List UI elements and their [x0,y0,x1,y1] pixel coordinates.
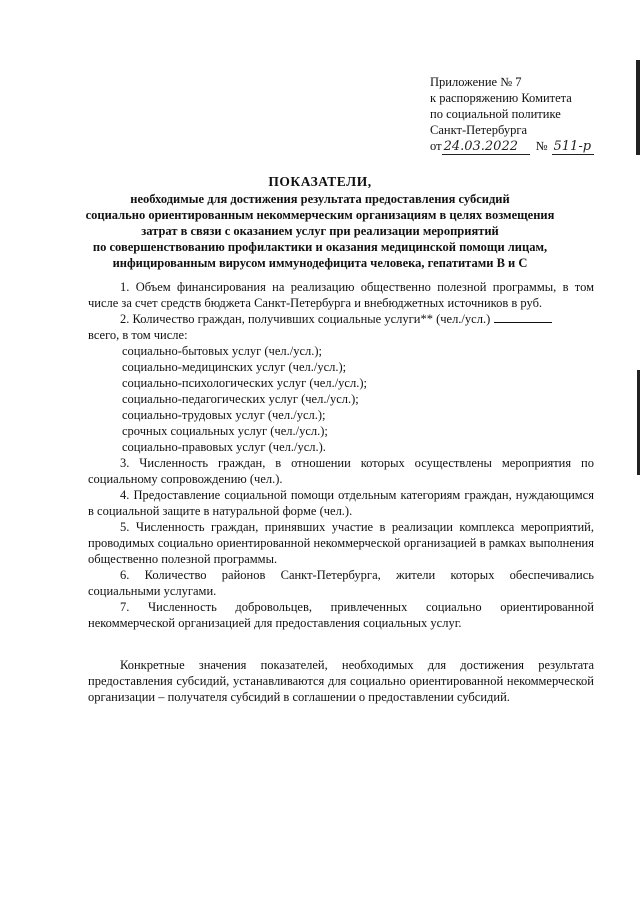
from-prefix: от [430,139,442,153]
appendix-line: к распоряжению Комитета [430,91,572,105]
paragraph-gap [88,631,594,657]
subtitle-line: инфицированным вирусом иммунодефицита человека, гепатитами В и С [112,256,528,270]
service-list-item: социально-медицинских услуг (чел./усл.); [122,360,347,374]
indicator-item-5: 5. Численность граждан, принявших участие в реализации комплекса мероприятий, проводимых социально ориентированной некоммерческой организацией в рамках выполнения общественно полезной программы. [88,520,594,566]
service-list-item: социально-правовых услуг (чел./усл.). [122,440,326,454]
indicator-item-2 [88,311,594,327]
service-list-item: срочных социальных услуг (чел./усл.); [122,424,328,438]
appendix-line: Санкт-Петербурга [430,123,528,137]
document-title: ПОКАЗАТЕЛИ, [268,174,372,189]
item-2-tail: всего, в том числе: [88,328,188,342]
handwritten-date: 24.03.2022 [442,140,530,155]
subtitle-line: по совершенствованию профилактики и оказания медицинской помощи лицам, [92,240,548,254]
appendix-date-line [430,138,630,155]
number-prefix: № [535,139,548,153]
service-list-item: социально-психологических услуг (чел./усл.); [122,376,367,390]
indicator-item-4: 4. Предоставление социальной помощи отдельным категориям граждан, нуждающимся в социальной защите в натуральной форме (чел.). [88,488,594,518]
service-list-item: социально-трудовых услуг (чел./усл.); [122,408,326,422]
appendix-line: Приложение № 7 [430,75,522,89]
document-body [88,279,594,705]
appendix-line: по социальной политике [430,107,561,121]
handwritten-number: 511-р [552,140,594,155]
fill-in-line [494,312,552,323]
document-subtitle [60,191,580,271]
subtitle-line: социально ориентированным некоммерческим организациям в целях возмещения [85,208,555,222]
subtitle-line: затрат в связи с оказанием услуг при реализации мероприятий [141,224,499,238]
appendix-header [430,74,630,155]
service-list-item: социально-педагогических услуг (чел./усл.); [122,392,359,406]
indicator-item-7: 7. Численность добровольцев, привлеченных социально ориентированной некоммерческой организацией для предоставления социальных услуг. [88,600,594,630]
subtitle-line: необходимые для достижения результата предоставления субсидий [130,192,510,206]
indicator-item-6: 6. Количество районов Санкт-Петербурга, жители которых обеспечивались социальными услугами. [88,568,594,598]
indicator-item-3: 3. Численность граждан, в отношении которых осуществлены мероприятия по социальному сопровождению (чел.). [88,456,594,486]
closing-paragraph: Конкретные значения показателей, необходимых для достижения результата предоставления субсидий, устанавливаются для социально ориентированной некоммерческой организации – получателя субсидий в соглашении о предоставлении субсидий. [88,658,594,704]
item-2-text: 2. Количество граждан, получивших социальные услуги** (чел./усл.) [120,312,491,326]
service-list-item: социально-бытовых услуг (чел./усл.); [122,344,323,358]
scan-edge-mark [636,60,640,155]
indicator-item-1: 1. Объем финансирования на реализацию общественно полезной программы, в том числе за счет средств бюджета Санкт-Петербурга и внебюджетных источников в руб. [88,280,594,310]
